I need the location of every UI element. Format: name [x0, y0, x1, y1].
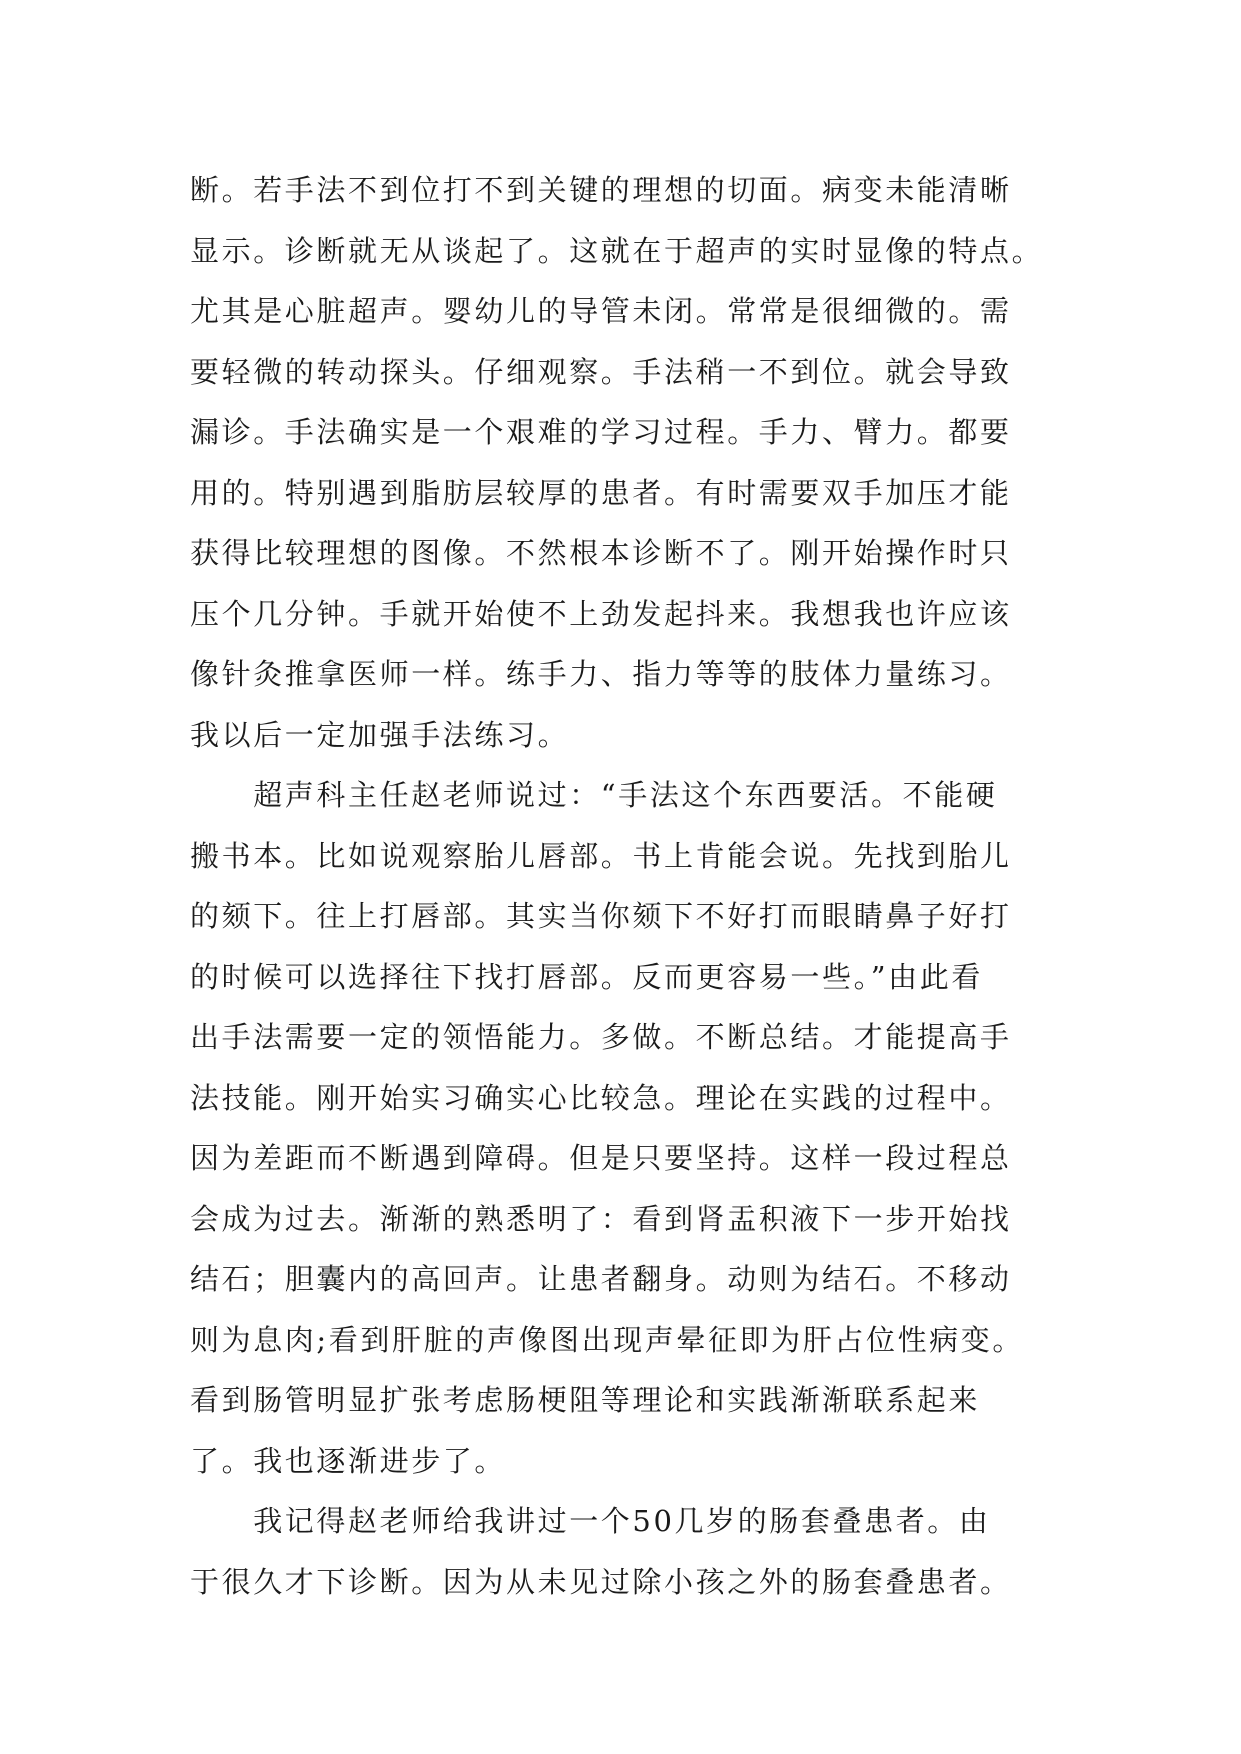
- text-line: 尤其是心脏超声。婴幼儿的导管未闭。常常是很细微的。需: [190, 294, 1012, 328]
- text-line: 了。我也逐渐进步了。: [190, 1443, 507, 1478]
- text-line: 要轻微的转动探头。仔细观察。手法稍一不到位。就会导致: [190, 354, 1012, 389]
- text-line: 显示。诊断就无从谈起了。这就在于超声的实时显像的特点。: [190, 233, 1044, 268]
- text-line: 结石；胆囊内的高回声。让患者翻身。动则为结石。不移动: [190, 1262, 1012, 1296]
- text-line: 用的。特别遇到脂肪层较厚的患者。有时需要双手加压才能: [190, 475, 1012, 510]
- text-line: 法技能。刚开始实习确实心比较急。理论在实践的过程中。: [190, 1080, 1012, 1115]
- text-line: 像针灸推拿医师一样。练手力、指力等等的肢体力量练习。: [190, 657, 1012, 691]
- text-line: 因为差距而不断遇到障碍。但是只要坚持。这样一段过程总: [190, 1141, 1012, 1175]
- text-line: 我以后一定加强手法练习。: [190, 717, 570, 752]
- text-line: 超声科主任赵老师说过：“手法这个东西要活。不能硬: [190, 778, 998, 812]
- text-line: 的时候可以选择往下找打唇部。反而更容易一些。”由此看: [190, 959, 983, 994]
- document-body-text: [190, 160, 1070, 1612]
- text-line: 我记得赵老师给我讲过一个50几岁的肠套叠患者。由: [190, 1504, 991, 1538]
- text-line: 的颏下。往上打唇部。其实当你颏下不好打而眼睛鼻子好打: [190, 899, 1012, 933]
- text-line: 获得比较理想的图像。不然根本诊断不了。刚开始操作时只: [190, 536, 1012, 570]
- text-line: 搬书本。比如说观察胎儿唇部。书上肯能会说。先找到胎儿: [190, 838, 1012, 873]
- text-line: 则为息肉;看到肝脏的声像图出现声晕征即为肝占位性病变。: [190, 1322, 1024, 1357]
- text-line: 漏诊。手法确实是一个艰难的学习过程。手力、臂力。都要: [190, 415, 1012, 449]
- text-line: 出手法需要一定的领悟能力。多做。不断总结。才能提高手: [190, 1020, 1012, 1054]
- text-line: 会成为过去。渐渐的熟悉明了：看到肾盂积液下一步开始找: [190, 1201, 1012, 1236]
- text-line: 看到肠管明显扩张考虑肠梗阻等理论和实践渐渐联系起来: [190, 1383, 981, 1417]
- text-line: 于很久才下诊断。因为从未见过除小孩之外的肠套叠患者。: [190, 1564, 1012, 1599]
- text-line: 压个几分钟。手就开始使不上劲发起抖来。我想我也许应该: [190, 596, 1012, 631]
- text-line: 断。若手法不到位打不到关键的理想的切面。病变未能清晰: [190, 173, 1012, 207]
